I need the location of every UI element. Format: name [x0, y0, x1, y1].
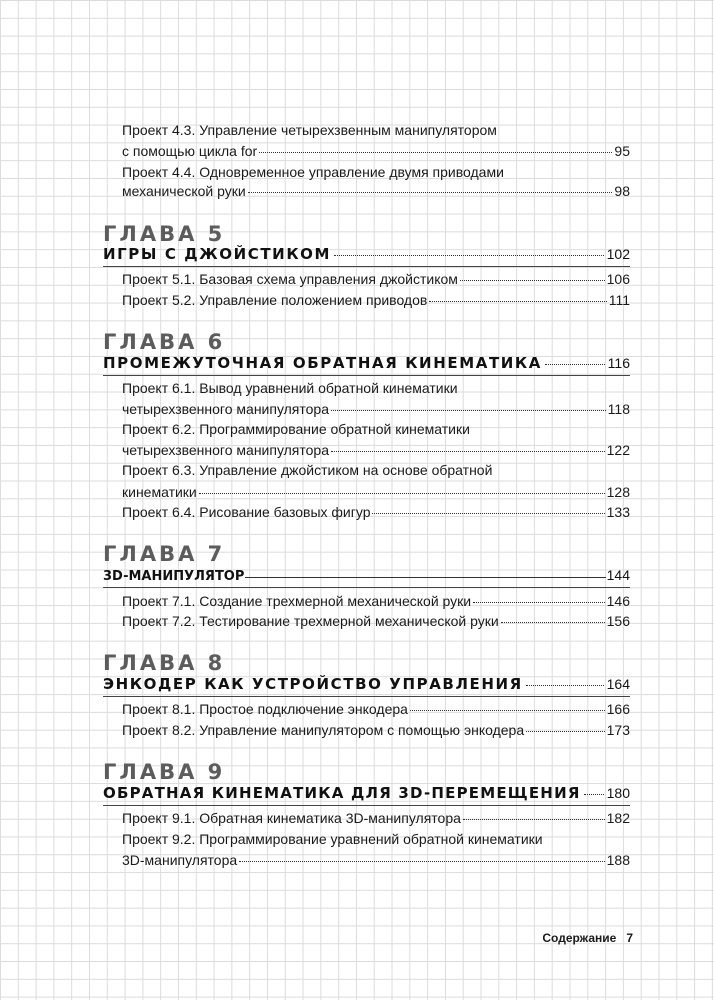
dot-leader: [463, 819, 605, 820]
project-title: Проект 5.1. Базовая схема управления джойстиком: [122, 271, 458, 287]
dot-leader: [545, 364, 605, 365]
project-6-3-line2: кинематики: [122, 484, 197, 500]
dot-leader: [526, 731, 605, 732]
footer-section-label: Содержание: [542, 931, 617, 945]
footer-page-number: 7: [626, 931, 633, 945]
project-6-2-line1: Проект 6.2. Программирование обратной кинематики: [122, 421, 470, 437]
page-footer: [542, 931, 633, 945]
chapter-7-heading: ГЛАВА 7: [103, 542, 226, 566]
project-6-1-line1: Проект 6.1. Вывод уравнений обратной кинематики: [122, 380, 458, 396]
page-number: 128: [606, 484, 630, 500]
chapter-divider: [103, 375, 630, 376]
toc-entry[interactable]: [122, 183, 630, 199]
project-4-4-line1: Проект 4.4. Одновременное управление двумя приводами: [122, 164, 504, 180]
page-number: 146: [606, 593, 630, 609]
dot-leader: [331, 410, 606, 411]
dot-leader: [584, 794, 604, 795]
toc-entry[interactable]: [122, 271, 630, 287]
toc-entry[interactable]: [122, 722, 630, 738]
page-number: 173: [606, 722, 630, 738]
toc-entry[interactable]: [122, 292, 630, 308]
project-4-3-line1: Проект 4.3. Управление четырехзвенным манипулятором: [122, 122, 497, 138]
dot-leader: [460, 280, 605, 281]
dot-leader: [248, 192, 613, 193]
toc-entry[interactable]: [122, 484, 630, 500]
dot-leader: [245, 577, 605, 578]
project-9-2-line1: Проект 9.2. Программирование уравнений обратной кинематики: [122, 831, 543, 847]
page-number: 180: [606, 785, 630, 801]
chapter-9-heading: ГЛАВА 9: [103, 760, 226, 784]
dot-leader: [501, 622, 605, 623]
page-number: 95: [614, 143, 630, 159]
page-number: 118: [607, 401, 630, 417]
project-4-4-line2: механической руки: [122, 183, 246, 199]
dot-leader: [331, 451, 605, 452]
toc-entry[interactable]: [122, 810, 630, 826]
page-number: 188: [606, 852, 630, 868]
chapter-7-title-row[interactable]: [103, 567, 630, 584]
page-number: 133: [606, 504, 630, 520]
chapter-title: ИГРЫ С ДЖОЙСТИКОМ: [103, 245, 332, 263]
dot-leader: [410, 710, 605, 711]
toc-entry[interactable]: [122, 442, 630, 458]
page-number: 111: [608, 292, 630, 308]
dot-leader: [334, 255, 604, 256]
project-4-3-line2: с помощью цикла for: [122, 143, 258, 159]
project-title: Проект 5.2. Управление положением приводов: [122, 292, 428, 308]
dot-leader: [526, 685, 604, 686]
dot-leader: [259, 152, 612, 153]
chapter-title: ПРОМЕЖУТОЧНАЯ ОБРАТНАЯ КИНЕМАТИКА: [103, 354, 542, 372]
chapter-9-title-row[interactable]: [103, 784, 630, 802]
chapter-divider: [103, 266, 630, 267]
dot-leader: [239, 861, 604, 862]
project-6-1-line2: четырехзвенного манипулятора: [122, 401, 330, 417]
page-number: 98: [614, 183, 630, 199]
project-title: Проект 6.4. Рисование базовых фигур: [122, 504, 371, 520]
toc-entry[interactable]: [122, 852, 630, 868]
toc-entry[interactable]: [122, 613, 630, 629]
chapter-8-title-row[interactable]: [103, 675, 630, 693]
page-number: 164: [606, 676, 630, 692]
page-number: 156: [606, 613, 630, 629]
chapter-divider: [103, 587, 630, 588]
project-title: Проект 9.1. Обратная кинематика 3D-манипулятора: [122, 810, 461, 826]
toc-entry[interactable]: [122, 143, 630, 159]
chapter-title: 3D-МАНИПУЛЯТОР: [103, 569, 245, 584]
project-6-2-line2: четырехзвенного манипулятора: [122, 442, 330, 458]
dot-leader: [473, 602, 605, 603]
toc-entry[interactable]: [122, 401, 630, 417]
chapter-5-heading: ГЛАВА 5: [103, 222, 226, 246]
toc-entry[interactable]: [122, 593, 630, 609]
dot-leader: [429, 301, 606, 302]
project-6-3-line1: Проект 6.3. Управление джойстиком на основе обратной: [122, 462, 493, 478]
page-number: 102: [606, 246, 630, 262]
page-number: 116: [607, 355, 630, 371]
chapter-title: ОБРАТНАЯ КИНЕМАТИКА ДЛЯ 3D-ПЕРЕМЕЩЕНИЯ: [103, 784, 581, 802]
page-number: 144: [606, 567, 630, 583]
chapter-6-title-row[interactable]: [103, 354, 630, 372]
page-number: 106: [606, 271, 630, 287]
chapter-5-title-row[interactable]: [103, 245, 630, 263]
project-title: Проект 8.2. Управление манипулятором с помощью энкодера: [122, 722, 525, 738]
dot-leader: [372, 513, 604, 514]
dot-leader: [199, 493, 605, 494]
chapter-6-heading: ГЛАВА 6: [103, 330, 226, 354]
chapter-divider: [103, 696, 630, 697]
project-9-2-line2: 3D-манипулятора: [122, 852, 238, 868]
chapter-8-heading: ГЛАВА 8: [103, 651, 226, 675]
page-number: 182: [606, 810, 630, 826]
project-title: Проект 8.1. Простое подключение энкодера: [122, 701, 408, 717]
toc-entry[interactable]: [122, 701, 630, 717]
chapter-divider: [103, 805, 630, 806]
page-number: 166: [606, 701, 630, 717]
project-title: Проект 7.1. Создание трехмерной механической руки: [122, 593, 472, 609]
page-number: 122: [606, 442, 630, 458]
project-title: Проект 7.2. Тестирование трехмерной механической руки: [122, 613, 499, 629]
toc-entry[interactable]: [122, 504, 630, 520]
chapter-title: ЭНКОДЕР КАК УСТРОЙСТВО УПРАВЛЕНИЯ: [103, 675, 523, 693]
